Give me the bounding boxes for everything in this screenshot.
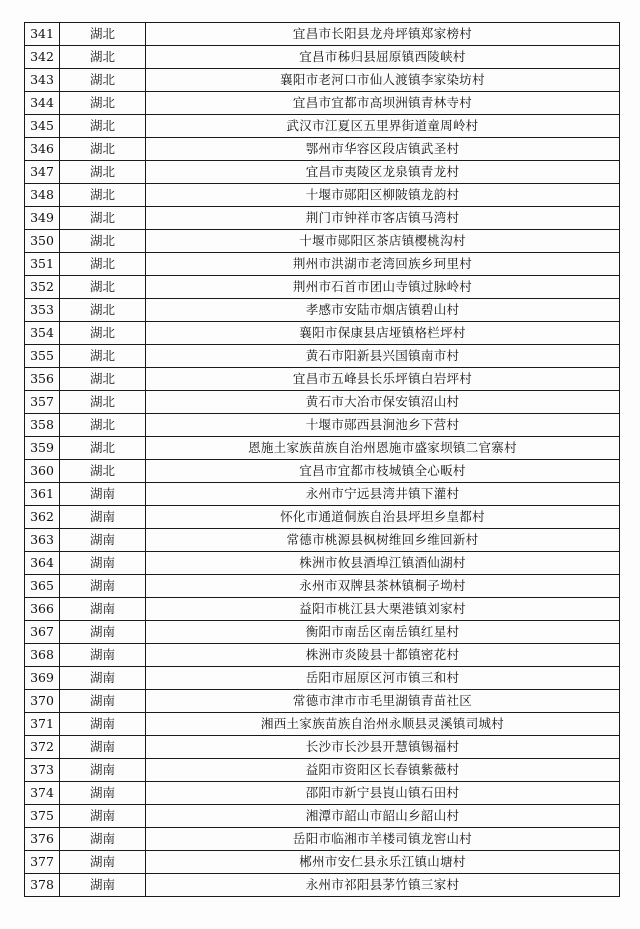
province-cell: 湖北 <box>60 437 146 460</box>
row-number-cell: 371 <box>25 713 60 736</box>
row-number-cell: 345 <box>25 115 60 138</box>
province-cell: 湖北 <box>60 46 146 69</box>
row-number-cell: 343 <box>25 69 60 92</box>
row-number-cell: 375 <box>25 805 60 828</box>
row-number-cell: 362 <box>25 506 60 529</box>
row-number-cell: 358 <box>25 414 60 437</box>
table-row <box>25 690 620 713</box>
table-row <box>25 253 620 276</box>
province-cell: 湖北 <box>60 115 146 138</box>
row-number-cell: 349 <box>25 207 60 230</box>
table-row <box>25 391 620 414</box>
village-name-cell: 宜昌市宜都市枝城镇全心畈村 <box>146 460 620 483</box>
table-row <box>25 46 620 69</box>
row-number-cell: 355 <box>25 345 60 368</box>
province-cell: 湖南 <box>60 805 146 828</box>
province-cell: 湖南 <box>60 529 146 552</box>
row-number-cell: 353 <box>25 299 60 322</box>
village-name-cell: 黄石市阳新县兴国镇南市村 <box>146 345 620 368</box>
province-cell: 湖南 <box>60 667 146 690</box>
village-name-cell: 湘西土家族苗族自治州永顺县灵溪镇司城村 <box>146 713 620 736</box>
village-name-cell: 十堰市郧阳区柳陂镇龙韵村 <box>146 184 620 207</box>
village-name-cell: 衡阳市南岳区南岳镇红星村 <box>146 621 620 644</box>
village-name-cell: 株洲市炎陵县十都镇密花村 <box>146 644 620 667</box>
province-cell: 湖南 <box>60 690 146 713</box>
table-row <box>25 115 620 138</box>
table-row <box>25 368 620 391</box>
table-row <box>25 437 620 460</box>
province-cell: 湖南 <box>60 621 146 644</box>
table-row <box>25 69 620 92</box>
province-cell: 湖北 <box>60 460 146 483</box>
province-cell: 湖北 <box>60 414 146 437</box>
table-row <box>25 759 620 782</box>
row-number-cell: 354 <box>25 322 60 345</box>
table-row <box>25 414 620 437</box>
village-name-cell: 永州市宁远县湾井镇下灌村 <box>146 483 620 506</box>
village-name-cell: 长沙市长沙县开慧镇锡福村 <box>146 736 620 759</box>
row-number-cell: 359 <box>25 437 60 460</box>
village-name-cell: 常德市桃源县枫树维回乡维回新村 <box>146 529 620 552</box>
village-name-cell: 孝感市安陆市烟店镇碧山村 <box>146 299 620 322</box>
table-row <box>25 483 620 506</box>
province-cell: 湖北 <box>60 69 146 92</box>
row-number-cell: 350 <box>25 230 60 253</box>
table-row <box>25 506 620 529</box>
table-body <box>25 23 620 897</box>
row-number-cell: 351 <box>25 253 60 276</box>
table-row <box>25 161 620 184</box>
village-name-cell: 恩施土家族苗族自治州恩施市盛家坝镇二官寨村 <box>146 437 620 460</box>
province-cell: 湖北 <box>60 253 146 276</box>
row-number-cell: 348 <box>25 184 60 207</box>
row-number-cell: 376 <box>25 828 60 851</box>
province-cell: 湖南 <box>60 736 146 759</box>
table-row <box>25 138 620 161</box>
row-number-cell: 360 <box>25 460 60 483</box>
village-name-cell: 荆州市洪湖市老湾回族乡珂里村 <box>146 253 620 276</box>
village-name-cell: 湘潭市韶山市韶山乡韶山村 <box>146 805 620 828</box>
table-row <box>25 460 620 483</box>
province-cell: 湖北 <box>60 230 146 253</box>
row-number-cell: 341 <box>25 23 60 46</box>
province-cell: 湖南 <box>60 644 146 667</box>
village-name-cell: 鄂州市华容区段店镇武圣村 <box>146 138 620 161</box>
village-name-cell: 益阳市资阳区长春镇紫薇村 <box>146 759 620 782</box>
table-row <box>25 207 620 230</box>
row-number-cell: 356 <box>25 368 60 391</box>
province-cell: 湖北 <box>60 138 146 161</box>
province-cell: 湖北 <box>60 23 146 46</box>
table-row <box>25 667 620 690</box>
province-cell: 湖南 <box>60 575 146 598</box>
row-number-cell: 368 <box>25 644 60 667</box>
row-number-cell: 364 <box>25 552 60 575</box>
table-row <box>25 345 620 368</box>
province-cell: 湖南 <box>60 851 146 874</box>
village-name-cell: 岳阳市屈原区河市镇三和村 <box>146 667 620 690</box>
village-name-cell: 郴州市安仁县永乐江镇山塘村 <box>146 851 620 874</box>
table-row <box>25 529 620 552</box>
village-name-cell: 宜昌市五峰县长乐坪镇白岩坪村 <box>146 368 620 391</box>
province-cell: 湖南 <box>60 874 146 897</box>
row-number-cell: 366 <box>25 598 60 621</box>
province-cell: 湖北 <box>60 345 146 368</box>
village-name-cell: 邵阳市新宁县崀山镇石田村 <box>146 782 620 805</box>
row-number-cell: 377 <box>25 851 60 874</box>
table-row <box>25 552 620 575</box>
village-name-cell: 襄阳市老河口市仙人渡镇李家染坊村 <box>146 69 620 92</box>
province-cell: 湖南 <box>60 506 146 529</box>
village-name-cell: 黄石市大冶市保安镇沼山村 <box>146 391 620 414</box>
table-row <box>25 575 620 598</box>
province-cell: 湖南 <box>60 782 146 805</box>
table-row <box>25 874 620 897</box>
table-row <box>25 805 620 828</box>
table-row <box>25 621 620 644</box>
row-number-cell: 342 <box>25 46 60 69</box>
province-cell: 湖北 <box>60 299 146 322</box>
village-name-cell: 襄阳市保康县店垭镇格栏坪村 <box>146 322 620 345</box>
row-number-cell: 363 <box>25 529 60 552</box>
row-number-cell: 365 <box>25 575 60 598</box>
table-row <box>25 322 620 345</box>
village-name-cell: 岳阳市临湘市羊楼司镇龙窖山村 <box>146 828 620 851</box>
table-row <box>25 713 620 736</box>
table-row <box>25 851 620 874</box>
province-cell: 湖南 <box>60 483 146 506</box>
village-name-cell: 武汉市江夏区五里界街道童周岭村 <box>146 115 620 138</box>
village-name-cell: 宜昌市夷陵区龙泉镇青龙村 <box>146 161 620 184</box>
village-name-cell: 株洲市攸县酒埠江镇酒仙湖村 <box>146 552 620 575</box>
table-row <box>25 644 620 667</box>
village-name-cell: 十堰市郧阳区茶店镇樱桃沟村 <box>146 230 620 253</box>
province-cell: 湖南 <box>60 598 146 621</box>
row-number-cell: 361 <box>25 483 60 506</box>
table-row <box>25 276 620 299</box>
row-number-cell: 369 <box>25 667 60 690</box>
table-row <box>25 92 620 115</box>
village-name-cell: 益阳市桃江县大栗港镇刘家村 <box>146 598 620 621</box>
village-name-cell: 宜昌市秭归县屈原镇西陵峡村 <box>146 46 620 69</box>
row-number-cell: 367 <box>25 621 60 644</box>
province-cell: 湖北 <box>60 391 146 414</box>
province-cell: 湖北 <box>60 368 146 391</box>
province-cell: 湖南 <box>60 759 146 782</box>
province-cell: 湖北 <box>60 184 146 207</box>
table-row <box>25 736 620 759</box>
province-cell: 湖南 <box>60 828 146 851</box>
table-row <box>25 299 620 322</box>
village-name-cell: 宜昌市长阳县龙舟坪镇郑家榜村 <box>146 23 620 46</box>
row-number-cell: 344 <box>25 92 60 115</box>
province-cell: 湖北 <box>60 161 146 184</box>
village-name-cell: 常德市津市市毛里湖镇青苗社区 <box>146 690 620 713</box>
table-row <box>25 184 620 207</box>
village-list-table <box>24 22 620 897</box>
row-number-cell: 374 <box>25 782 60 805</box>
row-number-cell: 346 <box>25 138 60 161</box>
table-row <box>25 230 620 253</box>
row-number-cell: 378 <box>25 874 60 897</box>
province-cell: 湖南 <box>60 713 146 736</box>
row-number-cell: 372 <box>25 736 60 759</box>
row-number-cell: 373 <box>25 759 60 782</box>
province-cell: 湖北 <box>60 322 146 345</box>
village-name-cell: 荆州市石首市团山寺镇过脉岭村 <box>146 276 620 299</box>
table-row <box>25 828 620 851</box>
province-cell: 湖北 <box>60 276 146 299</box>
row-number-cell: 357 <box>25 391 60 414</box>
table-row <box>25 782 620 805</box>
village-name-cell: 十堰市郧西县涧池乡下营村 <box>146 414 620 437</box>
province-cell: 湖北 <box>60 207 146 230</box>
row-number-cell: 352 <box>25 276 60 299</box>
village-name-cell: 宜昌市宜都市高坝洲镇青林寺村 <box>146 92 620 115</box>
village-name-cell: 永州市祁阳县茅竹镇三家村 <box>146 874 620 897</box>
village-name-cell: 怀化市通道侗族自治县坪坦乡皇都村 <box>146 506 620 529</box>
village-name-cell: 永州市双牌县茶林镇桐子坳村 <box>146 575 620 598</box>
table-row <box>25 23 620 46</box>
province-cell: 湖北 <box>60 92 146 115</box>
province-cell: 湖南 <box>60 552 146 575</box>
village-name-cell: 荆门市钟祥市客店镇马湾村 <box>146 207 620 230</box>
row-number-cell: 370 <box>25 690 60 713</box>
table-row <box>25 598 620 621</box>
row-number-cell: 347 <box>25 161 60 184</box>
